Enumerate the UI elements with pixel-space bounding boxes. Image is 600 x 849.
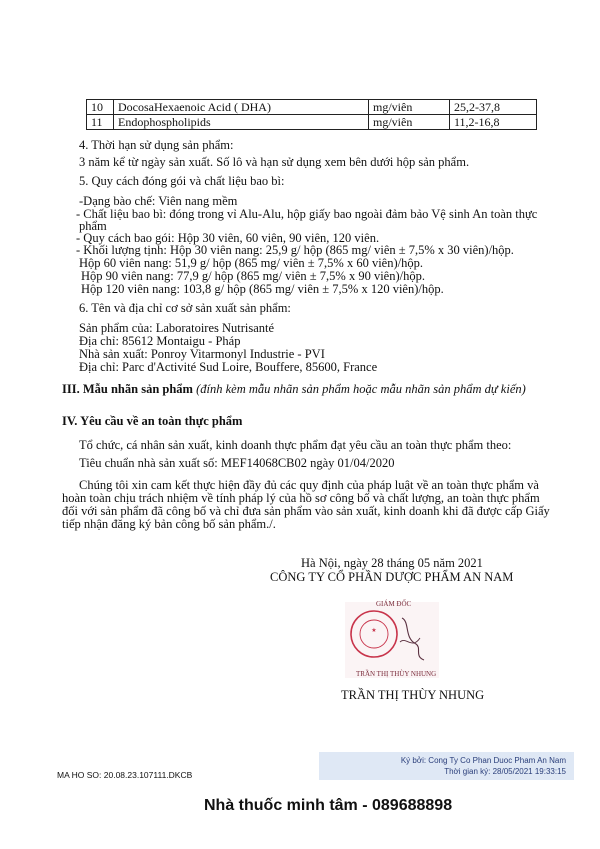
place-date: Hà Nội, ngày 28 tháng 05 năm 2021 bbox=[301, 556, 483, 570]
row-number: 11 bbox=[87, 115, 114, 130]
net-weight-30: - Khối lượng tịnh: Hộp 30 viên nang: 25,9 g/ hộp (865 mg/ viên ± 7,5% x 30 viên)/hộp. bbox=[76, 243, 514, 257]
table-row bbox=[87, 100, 537, 115]
net-weight-60: Hộp 60 viên nang: 51,9 g/ hộp (865 mg/ viên ± 7,5% x 60 viên)/hộp. bbox=[79, 256, 423, 270]
digital-signature-box bbox=[319, 752, 574, 780]
stamp-name: TRẦN THỊ THÙY NHUNG bbox=[356, 670, 437, 678]
ingredient-unit: mg/viên bbox=[369, 115, 450, 130]
safety-heading: IV. Yêu cầu về an toàn thực phẩm bbox=[62, 414, 243, 428]
signer-name: TRẦN THỊ THÙY NHUNG bbox=[341, 688, 485, 702]
ingredient-name: Endophospholipids bbox=[114, 115, 369, 130]
ingredient-table bbox=[86, 99, 537, 130]
manufacturer-name: Nhà sản xuất: Ponroy Vitarmonyl Industrie - PVI bbox=[79, 347, 325, 361]
dosage-form: -Dạng bào chế: Viên nang mềm bbox=[79, 194, 238, 208]
packaging-material: - Chất liệu bao bì: đóng trong vỉ Alu-Alu, hộp giấy bao ngoài đảm bảo Vệ sinh An toàn thực bbox=[76, 207, 538, 221]
stamp-background bbox=[345, 602, 439, 678]
signed-by: Ký bởi: Cong Ty Co Phan Duoc Pham An Nam bbox=[400, 756, 566, 765]
dossier-code: MA HO SO: 20.08.23.107111.DKCB bbox=[57, 770, 193, 780]
label-section-heading: III. Mẫu nhãn sản phẩm bbox=[62, 382, 193, 396]
ingredient-value: 11,2-16,8 bbox=[450, 115, 537, 130]
ingredient-value: 25,2-37,8 bbox=[450, 100, 537, 115]
commitment-line-2: hoàn toàn chịu trách nhiệm về tính pháp lý của hồ sơ công bố và chất lượng, an toàn thực phẩm bbox=[62, 491, 540, 505]
manufacturer-heading: 6. Tên và địa chỉ cơ sở sản xuất sản phẩm: bbox=[79, 301, 291, 315]
commitment-line-1: Chúng tôi xin cam kết thực hiện đầy đủ các quy định của pháp luật về an toàn thực phẩm và bbox=[79, 478, 539, 492]
address-france-2: Địa chỉ: Parc d'Activité Sud Loire, Bouffere, 85600, France bbox=[79, 360, 378, 374]
ingredient-unit: mg/viên bbox=[369, 100, 450, 115]
address-france-1: Địa chỉ: 85612 Montaigu - Pháp bbox=[79, 334, 241, 348]
packaging-material-cont: phẩm bbox=[79, 219, 107, 233]
net-weight-120: Hộp 120 viên nang: 103,8 g/ hộp (865 mg/ viên ± 7,5% x 120 viên)/hộp. bbox=[81, 282, 444, 296]
company-name: CÔNG TY CỔ PHẦN DƯỢC PHẨM AN NAM bbox=[270, 570, 514, 584]
packing-spec: - Quy cách bao gói: Hộp 30 viên, 60 viên, 90 viên, 120 viên. bbox=[76, 231, 380, 245]
stamp-title: GIÁM ĐỐC bbox=[376, 600, 412, 608]
row-number: 10 bbox=[87, 100, 114, 115]
signed-time: Thời gian ký: 28/05/2021 19:33:15 bbox=[444, 767, 566, 776]
pharmacy-footer: Nhà thuốc minh tâm - 089688898 bbox=[204, 797, 453, 814]
label-section-note: (đính kèm mẫu nhãn sản phẩm hoặc mẫu nhãn sản phẩm dự kiến) bbox=[196, 382, 526, 396]
packaging-heading: 5. Quy cách đóng gói và chất liệu bao bì: bbox=[79, 174, 285, 188]
commitment-line-4: tiếp nhận đăng ký bản công bố sản phẩm./. bbox=[62, 517, 276, 531]
ingredient-name: DocosaHexaenoic Acid ( DHA) bbox=[114, 100, 369, 115]
safety-line-2: Tiêu chuẩn nhà sản xuất số: MEF14068CB02 ngày 01/04/2020 bbox=[79, 456, 395, 470]
safety-line-1: Tổ chức, cá nhân sản xuất, kinh doanh thực phẩm đạt yêu cầu an toàn thực phẩm theo: bbox=[79, 438, 512, 452]
label-section bbox=[62, 382, 526, 397]
product-of: Sản phẩm của: Laboratoires Nutrisanté bbox=[79, 321, 275, 335]
table-row bbox=[87, 115, 537, 130]
shelf-life-heading: 4. Thời hạn sử dụng sản phẩm: bbox=[79, 138, 234, 152]
shelf-life-text: 3 năm kể từ ngày sản xuất. Số lô và hạn sử dụng xem bên dưới hộp sản phẩm. bbox=[79, 155, 470, 169]
stamp-center-text: ★ bbox=[371, 628, 377, 634]
commitment-line-3: đối với sản phẩm đã công bố và chỉ đưa sản phẩm vào sản xuất, kinh doanh khi đã được cấp Giấy bbox=[62, 504, 550, 518]
net-weight-90: Hộp 90 viên nang: 77,9 g/ hộp (865 mg/ viên ± 7,5% x 90 viên)/hộp. bbox=[81, 269, 425, 283]
